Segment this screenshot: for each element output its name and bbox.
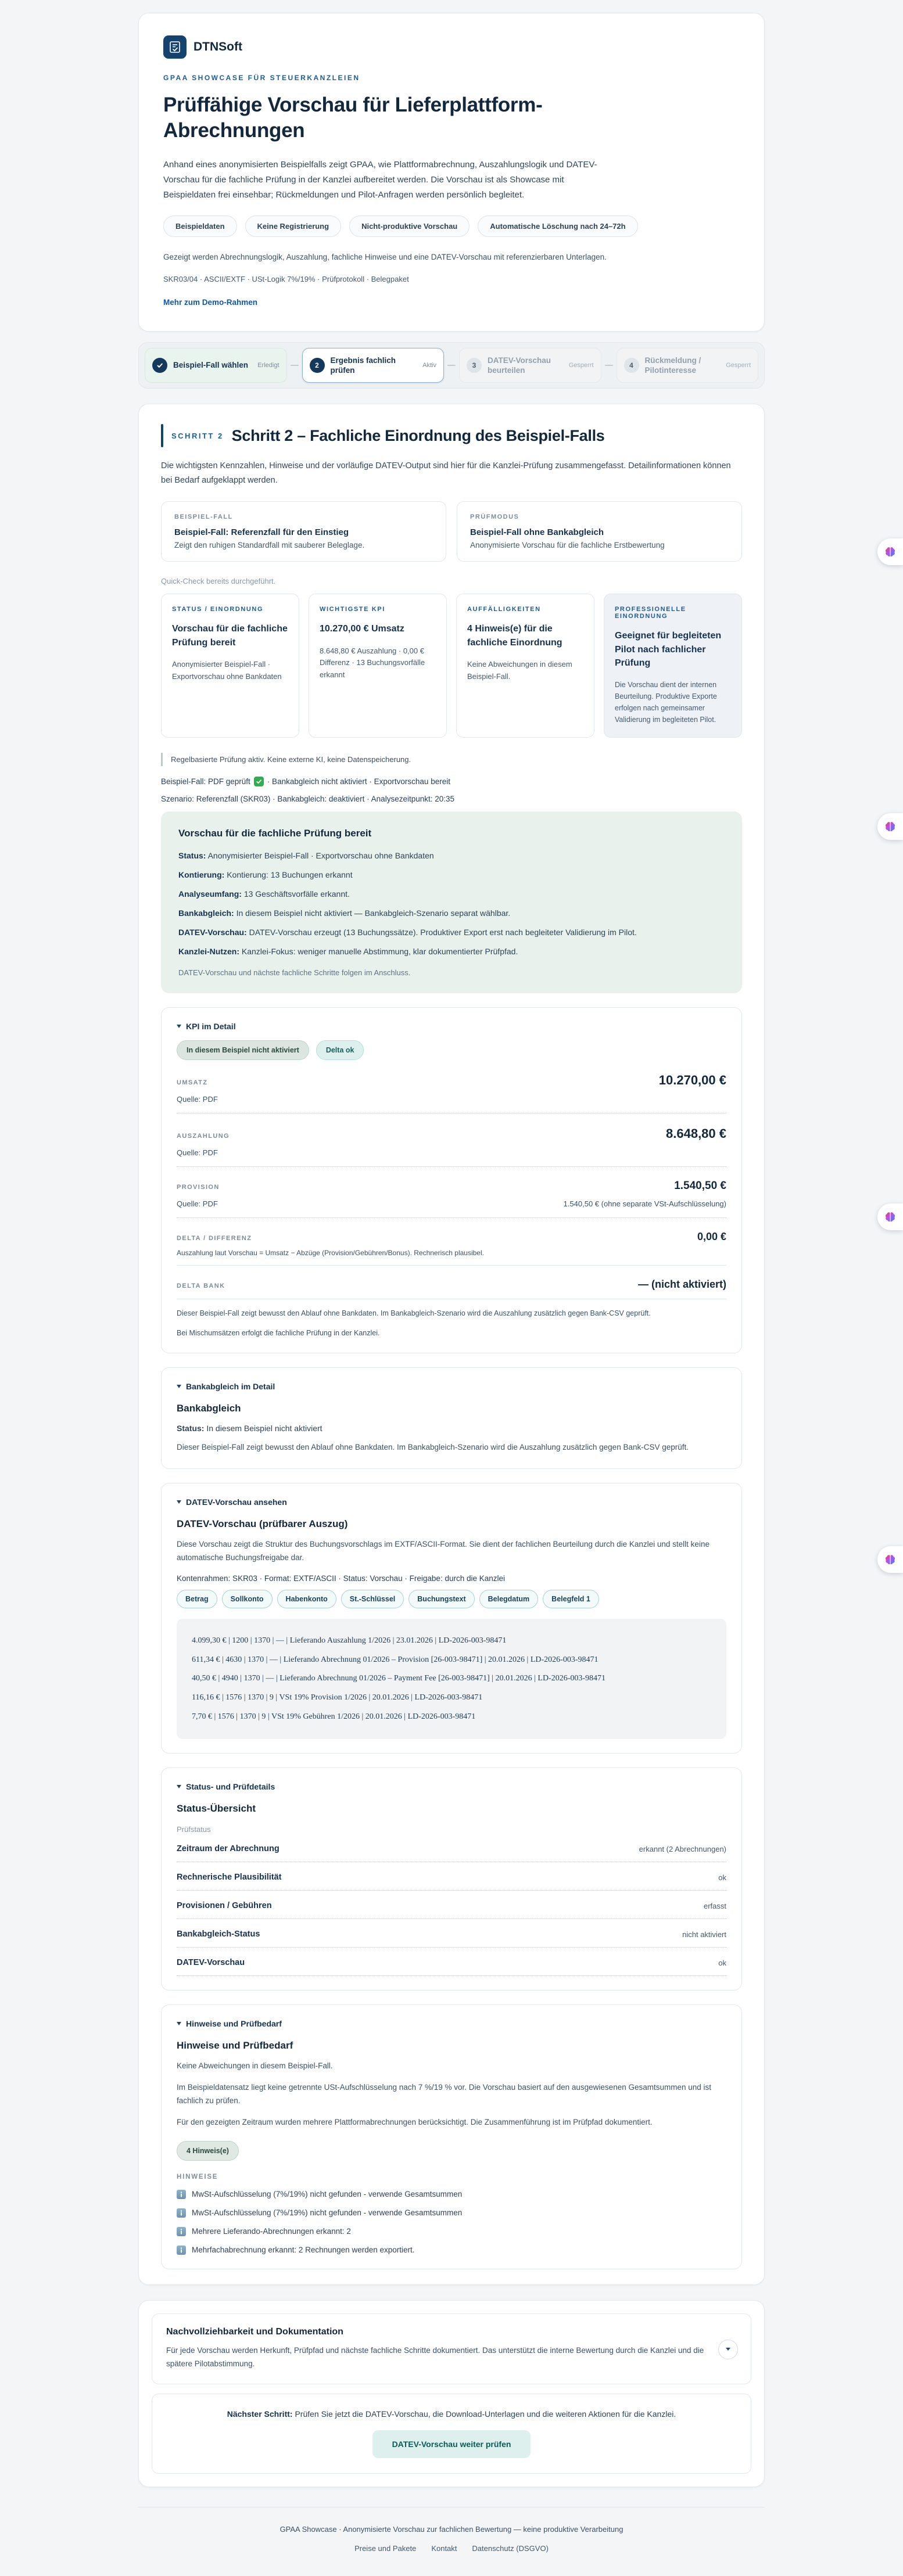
step-connector (605, 365, 613, 366)
booking-row: 116,16 € | 1576 | 1370 | 9 | VSt 19% Provision 1/2026 | 20.01.2026 | LD-2026-003-98471 (192, 1693, 483, 1702)
status-details-toggle[interactable] (177, 1782, 726, 1791)
quick-card-grid (161, 594, 742, 738)
hero-note: Gezeigt werden Abrechnungslogik, Auszahlung, fachliche Hinweise und eine DATEV-Vorschau mit referenzierbaren Unterlagen. (163, 253, 607, 262)
chevron-down-icon (177, 1785, 181, 1788)
hints-title: Hinweise und Prüfbedarf (177, 2040, 293, 2052)
kpi-chip-row (177, 1040, 726, 1060)
step-3-label: DATEV-Vorschau beurteilen (488, 355, 551, 375)
datev-chip-habenkonto: Habenkonto (277, 1590, 336, 1608)
hint-item-text: Mehrfachabrechnung erkannt: 2 Rechnungen werden exportiert. (192, 2246, 415, 2255)
hero-intro: Anhand eines anonymisierten Beispielfalls zeigt GPAA, wie Plattformabrechnung, Auszahlungslogik und DATEV-Vorschau für die fachliche Prüfung in der Kanzlei aufbereitet werden. Die Vorschau ist als Showcase mit Beispieldaten frei einsehbar; Rückmeldungen und Pilot-Anfragen werden persönlich begleitet. (163, 159, 597, 200)
step2-main-card (138, 404, 765, 2285)
quick-card-einordnung (604, 594, 742, 738)
brand-name: DTNSoft (193, 40, 242, 53)
bank-status-text: In diesem Beispiel nicht aktiviert (204, 1424, 322, 1433)
step-3-datev-beurteilen (459, 348, 601, 383)
summary-row-status (178, 850, 725, 862)
kpi-source-row (177, 1095, 726, 1113)
step2-title: Schritt 2 – Fachliche Einordnung des Beispiel-Falls (231, 426, 605, 444)
kpi-label: DELTA / DIFFERENZ (177, 1235, 252, 1242)
status-line-1-suffix: · Bankabgleich nicht aktiviert · Exportvorschau bereit (267, 777, 450, 786)
status-subtitle: Prüfstatus (177, 1825, 211, 1834)
assistant-brain-button[interactable] (877, 1546, 903, 1573)
stepper (138, 342, 765, 389)
quick-card-label: PROFESSIONELLE EINORDNUNG (615, 606, 686, 620)
summary-title: Vorschau für die fachliche Prüfung bereit (178, 828, 372, 839)
quick-card-text: Anonymisierter Beispiel-Fall · Exportvorschau ohne Bankdaten (172, 659, 282, 681)
booking-row: 4.099,30 € | 1200 | 1370 | — | Lieferando Auszahlung 1/2026 | 23.01.2026 | LD-2026-003-98471 (192, 1636, 507, 1645)
traceability-card (152, 2313, 751, 2384)
assistant-brain-button[interactable] (877, 1203, 903, 1230)
datev-chip-betrag: Betrag (177, 1590, 217, 1608)
kpi-source-row (177, 1148, 726, 1167)
status-key: Rechnerische Plausibilität (177, 1873, 282, 1882)
hint-item-text: Mehrere Lieferando-Abrechnungen erkannt: 2 (192, 2227, 351, 2236)
summary-row-label: Kontierung: (178, 870, 225, 880)
quick-card-kpi (309, 594, 447, 738)
summary-row-analyseumfang (178, 888, 725, 900)
summary-row-label: Bankabgleich: (178, 908, 234, 918)
hero-card (138, 13, 765, 332)
status-value: ok (718, 1958, 726, 1967)
kpi-row-provision (177, 1180, 726, 1192)
footer-link-preise[interactable]: Preise und Pakete (354, 2543, 417, 2553)
page-title: Prüffähige Vorschau für Lieferplattform-Abrechnungen (163, 94, 543, 142)
kpi-detail-toggle[interactable] (177, 1022, 726, 1031)
bottom-section (138, 2300, 765, 2487)
kpi-label: PROVISION (177, 1184, 220, 1191)
datev-preview-toggle[interactable] (177, 1497, 726, 1507)
chevron-down-icon (177, 2022, 181, 2025)
assistant-brain-button[interactable] (877, 813, 903, 840)
chevron-down-icon (726, 2348, 730, 2351)
next-step-label: Nächster Schritt: (227, 2409, 293, 2419)
step2-kicker: SCHRITT 2 (171, 431, 224, 440)
traceability-title: Nachvollziehbarkeit und Dokumentation (166, 2326, 343, 2337)
datev-preview-card (161, 1483, 742, 1754)
step-1-state: Erledigt (257, 362, 280, 369)
kpi-source: Quelle: PDF (177, 1199, 218, 1209)
kpi-value: 10.270,00 € (658, 1073, 726, 1088)
quick-card-label: STATUS / EINORDNUNG (172, 606, 264, 613)
status-key: DATEV-Vorschau (177, 1958, 245, 1968)
hints-paragraph-1: Im Beispieldatensatz liegt keine getrennte USt-Aufschlüsselung nach 7 %/19 % vor. Die Vorschau basiert auf den ausgewiesenen Gesamtsummen und ist fachlich zu prüfen. (177, 2083, 712, 2106)
quick-card-status (161, 594, 299, 738)
status-title: Status-Übersicht (177, 1803, 256, 1815)
kpi-delta-bank-note-2: Bei Mischumsätzen erfolgt die fachliche Prüfung in der Kanzlei. (177, 1329, 380, 1338)
step-2-number: 2 (310, 358, 325, 373)
hints-paragraph-2: Für den gezeigten Zeitraum wurden mehrere Plattformabrechnungen berücksichtigt. Die Zusammenführung ist im Prüfpfad dokumentiert. (177, 2118, 653, 2127)
page-footer (138, 2507, 765, 2576)
bank-title: Bankabgleich (177, 1403, 241, 1414)
status-line-2 (161, 795, 742, 803)
status-value: ok (718, 1873, 726, 1882)
footer-links (138, 2544, 765, 2553)
status-line-1 (161, 777, 742, 786)
kpi-value: — (nicht aktiviert) (637, 1278, 726, 1291)
badge-beispieldaten: Beispieldaten (163, 215, 237, 237)
summary-row-bankabgleich (178, 907, 725, 919)
bank-status-line (177, 1424, 726, 1433)
summary-row-label: DATEV-Vorschau: (178, 928, 247, 937)
status-row-datev (177, 1958, 726, 1976)
summary-row-label: Kanzlei-Nutzen: (178, 947, 239, 957)
kpi-source: Quelle: PDF (177, 1148, 218, 1158)
info-card-text: Anonymisierte Vorschau für die fachliche Erstbewertung (470, 541, 665, 550)
datev-chip-st-schluessel: St.-Schlüssel (341, 1590, 404, 1608)
quick-card-title: Geeignet für begleiteten Pilot nach fachlicher Prüfung (615, 631, 722, 668)
info-icon (177, 2246, 186, 2255)
demo-rahmen-link[interactable]: Mehr zum Demo-Rahmen (163, 298, 258, 307)
step2-intro: Die wichtigsten Kennzahlen, Hinweise und der vorläufige DATEV-Output sind hier für die Kanzlei-Prüfung zusammengefasst. Detailinformationen können bei Bedarf aufgeklappt werden. (161, 461, 731, 485)
summary-row-text: Anonymisierter Beispiel-Fall · Exportvorschau ohne Bankdaten (207, 851, 434, 861)
datev-column-chips (177, 1590, 726, 1608)
hint-item (177, 2246, 726, 2255)
datev-chip-belegfeld1: Belegfeld 1 (543, 1590, 599, 1608)
info-card-pruefmodus (457, 501, 742, 562)
info-icon (177, 2208, 186, 2218)
green-check-icon (254, 777, 264, 786)
status-row-plausibilitaet (177, 1873, 726, 1891)
datev-title: DATEV-Vorschau (prüfbarer Auszug) (177, 1518, 348, 1529)
hints-list-label: HINWEISE (177, 2173, 218, 2180)
hint-item-text: MwSt-Aufschlüsselung (7%/19%) nicht gefunden - verwende Gesamtsummen (192, 2190, 463, 2199)
booking-row: 7,70 € | 1576 | 1370 | 9 | VSt 19% Gebühren 1/2026 | 20.01.2026 | LD-2026-003-98471 (192, 1712, 476, 1721)
quick-card-text: Keine Abweichungen in diesem Beispiel-Fall. (467, 659, 572, 681)
footer-disclaimer: GPAA Showcase · Anonymisierte Vorschau zur fachlichen Bewertung — keine produktive Verarbeitung (280, 2524, 624, 2534)
kpi-label: DELTA BANK (177, 1282, 225, 1290)
badge-loeschung: Automatische Löschung nach 24–72h (478, 215, 637, 237)
info-card-grid (161, 501, 742, 562)
hints-line1: Keine Abweichungen in diesem Beispiel-Fall. (177, 2061, 333, 2071)
quick-card-title: Vorschau für die fachliche Prüfung bereit (172, 624, 288, 648)
step-1-check-icon (152, 358, 167, 373)
booking-row: 611,34 € | 4630 | 1370 | — | Lieferando Abrechnung 01/2026 – Provision [26-003-98471] | 20.01.2026 | LD-2026-003-98471 (192, 1655, 599, 1664)
badge-row (163, 215, 740, 237)
info-card-title: Beispiel-Fall: Referenzfall für den Einstieg (174, 527, 349, 538)
status-details-card (161, 1767, 742, 1991)
step-4-label: Rückmeldung / Pilotinteresse (644, 355, 701, 375)
kpi-chip-delta-ok: Delta ok (316, 1040, 364, 1060)
status-key: Bankabgleich-Status (177, 1930, 260, 1939)
kpi-detail-summary-label: KPI im Detail (186, 1022, 236, 1032)
step-4-number: 4 (624, 358, 639, 373)
kpi-label: AUSZAHLUNG (177, 1133, 230, 1140)
badge-keine-registrierung: Keine Registrierung (245, 215, 342, 237)
kicker-bar (161, 424, 163, 447)
summary-footer: DATEV-Vorschau und nächste fachliche Schritte folgen im Anschluss. (178, 968, 411, 978)
datev-meta: Kontenrahmen: SKR03 · Format: EXTF/ASCII · Status: Vorschau · Freigabe: durch die Kanzlei (177, 1573, 506, 1583)
step-4-state: Gesperrt (726, 362, 751, 369)
kpi-delta-bank-note: Dieser Beispiel-Fall zeigt bewusst den Ablauf ohne Bankdaten. Im Bankabgleich-Szenario wird die Auszahlung zusätzlich gegen Bank-CSV geprüft. (177, 1309, 651, 1318)
next-step-lead (167, 2409, 736, 2419)
step-2-ergebnis-pruefen[interactable] (302, 348, 445, 383)
hints-summary-label: Hinweise und Prüfbedarf (186, 2019, 282, 2029)
hero-meta: SKR03/04 · ASCII/EXTF · USt-Logik 7%/19% · Prüfprotokoll · Belegpaket (163, 275, 409, 284)
step-1-label: Beispiel-Fall wählen (173, 361, 249, 370)
status-key: Zeitraum der Abrechnung (177, 1844, 280, 1854)
traceability-expand-button[interactable] (718, 2340, 738, 2359)
kpi-value: 8.648,80 € (666, 1126, 726, 1141)
badge-nicht-produktiv: Nicht-produktive Vorschau (349, 215, 470, 237)
info-card-text: Zeigt den ruhigen Standardfall mit sauberer Beleglage. (174, 541, 365, 550)
datev-intro: Diese Vorschau zeigt die Struktur des Buchungsvorschlags im EXTF/ASCII-Format. Sie dient der fachlichen Beurteilung durch die Kanzlei und stellt keine automatische Buchungsfreigabe dar. (177, 1539, 709, 1562)
status-value: nicht aktiviert (682, 1930, 726, 1939)
step-connector (447, 365, 456, 366)
summary-row-label: Analyseumfang: (178, 889, 242, 899)
rule-based-note: Regelbasierte Prüfung aktiv. Keine externe KI, keine Datenspeicherung. (161, 753, 742, 766)
assistant-brain-button[interactable] (877, 538, 903, 565)
step-1-beispiel-fall[interactable] (145, 348, 287, 383)
summary-row-text: Kanzlei-Fokus: weniger manuelle Abstimmung, klar dokumentierter Prüfpfad. (241, 947, 518, 957)
quick-card-label: AUFFÄLLIGKEITEN (467, 606, 541, 613)
kpi-provision-detail: 1.540,50 € (ohne separate VSt-Aufschlüsselung) (563, 1199, 726, 1209)
kpi-label: UMSATZ (177, 1079, 208, 1087)
brand-row (163, 35, 740, 59)
datev-chip-buchungstext: Buchungstext (408, 1590, 474, 1608)
footer-link-kontakt[interactable]: Kontakt (431, 2543, 457, 2553)
kpi-chip-nicht-aktiviert: In diesem Beispiel nicht aktiviert (177, 1040, 309, 1060)
step-2-state: Aktiv (422, 362, 436, 369)
bank-text: Dieser Beispiel-Fall zeigt bewusst den Ablauf ohne Bankdaten. Im Bankabgleich-Szenario wird die Auszahlung zusätzlich gegen Bank-CSV geprüft. (177, 1443, 689, 1452)
step-2-label: Ergebnis fachlich prüfen (330, 355, 396, 375)
quick-card-label: WICHTIGSTE KPI (320, 606, 385, 613)
kpi-row-delta (177, 1231, 726, 1243)
quick-check-note: Quick-Check bereits durchgeführt. (161, 577, 276, 586)
app-logo-icon (163, 35, 187, 59)
datev-chip-sollkonto: Sollkonto (222, 1590, 273, 1608)
summary-row-text: DATEV-Vorschau erzeugt (13 Buchungssätze). Produktiver Export erst nach begleiteter Validierung im Pilot. (249, 928, 637, 937)
info-card-label: BEISPIEL-FALL (174, 513, 233, 521)
status-line-2-text: Szenario: Referenzfall (SKR03) · Bankabgleich: deaktiviert · Analysezeitpunkt: 20:35 (161, 795, 455, 804)
kpi-delta-note: Auszahlung laut Vorschau = Umsatz − Abzüge (Provision/Gebühren/Bonus). Rechnerisch plausibel. (177, 1249, 726, 1266)
datev-chip-belegdatum: Belegdatum (479, 1590, 539, 1608)
kpi-detail-card (161, 1007, 742, 1353)
traceability-text: Für jede Vorschau werden Herkunft, Prüfpfad und nächste fachliche Schritte dokumentiert. Das unterstützt die interne Bewertung durch die Kanzlei und die spätere Pilotabstimmung. (166, 2345, 704, 2368)
hint-item-text: MwSt-Aufschlüsselung (7%/19%) nicht gefunden - verwende Gesamtsummen (192, 2208, 463, 2218)
status-value: erkannt (2 Abrechnungen) (639, 1844, 726, 1853)
step-4-rueckmeldung (617, 348, 759, 383)
summary-row-nutzen (178, 946, 725, 958)
datev-booking-preview (177, 1619, 726, 1739)
kpi-row-umsatz (177, 1073, 726, 1088)
step2-heading-row (161, 424, 742, 447)
summary-row-text: Kontierung: 13 Buchungen erkannt (227, 870, 353, 880)
summary-row-text: In diesem Beispiel nicht aktiviert — Bankabgleich-Szenario separat wählbar. (236, 908, 511, 918)
info-card-title: Beispiel-Fall ohne Bankabgleich (470, 527, 604, 538)
booking-row: 40,50 € | 4940 | 1370 | — | Lieferando Abrechnung 01/2026 – Payment Fee [26-003-98471] | 20.01.2026 | LD-2026-003-98471 (192, 1674, 606, 1683)
bank-detail-toggle[interactable] (177, 1382, 726, 1391)
info-icon (177, 2227, 186, 2236)
quick-card-title: 4 Hinweis(e) für die fachliche Einordnung (467, 624, 562, 648)
step-3-number: 3 (467, 358, 482, 373)
kpi-value: 0,00 € (697, 1231, 726, 1243)
info-card-label: PRÜFMODUS (470, 513, 519, 521)
hint-item (177, 2208, 726, 2218)
status-row-bankabgleich (177, 1930, 726, 1948)
hint-item (177, 2190, 726, 2199)
eyebrow-label: GPAA SHOWCASE FÜR STEUERKANZLEIEN (163, 74, 360, 82)
quick-card-text: 8.648,80 € Auszahlung · 0,00 € Differenz · 13 Buchungsvorfälle erkannt (320, 646, 425, 680)
chevron-down-icon (177, 1025, 181, 1028)
status-key: Provisionen / Gebühren (177, 1901, 272, 1911)
kpi-source-row (177, 1199, 726, 1218)
step-3-state: Gesperrt (568, 362, 594, 369)
info-icon (177, 2190, 186, 2199)
kpi-source: Quelle: PDF (177, 1095, 218, 1104)
status-line-1-prefix: Beispiel-Fall: PDF geprüft (161, 777, 250, 786)
bank-detail-summary-label: Bankabgleich im Detail (186, 1382, 275, 1392)
summary-row-label: Status: (178, 851, 206, 861)
hints-count-badge: 4 Hinweis(e) (177, 2141, 239, 2161)
summary-green-box (161, 811, 742, 993)
hint-item (177, 2227, 726, 2236)
hints-toggle[interactable] (177, 2019, 726, 2028)
chevron-down-icon (177, 1500, 181, 1504)
info-card-beispiel-fall (161, 501, 446, 562)
datev-weiter-pruefen-button[interactable]: DATEV-Vorschau weiter prüfen (372, 2430, 531, 2458)
status-row-zeitraum (177, 1844, 726, 1862)
summary-row-datev (178, 926, 725, 939)
kpi-row-delta-bank (177, 1278, 726, 1291)
status-row-provisionen (177, 1901, 726, 1919)
quick-card-auffaelligkeiten (456, 594, 594, 738)
summary-row-text: 13 Geschäftsvorfälle erkannt. (243, 889, 350, 899)
quick-card-title: 10.270,00 € Umsatz (320, 624, 404, 634)
bank-detail-card (161, 1367, 742, 1469)
next-step-card (152, 2394, 751, 2474)
kpi-row-auszahlung (177, 1126, 726, 1141)
datev-summary-label: DATEV-Vorschau ansehen (186, 1497, 287, 1507)
kpi-value: 1.540,50 € (674, 1180, 726, 1192)
hints-card (161, 2004, 742, 2269)
next-step-text: Prüfen Sie jetzt die DATEV-Vorschau, die Download-Unterlagen und die weiteren Aktionen für die Kanzlei. (292, 2409, 676, 2419)
summary-row-kontierung (178, 869, 725, 881)
page-container (138, 0, 765, 2576)
footer-link-datenschutz[interactable]: Datenschutz (DSGVO) (472, 2543, 549, 2553)
status-value: erfasst (703, 1901, 726, 1910)
step-connector (291, 365, 299, 366)
status-summary-label: Status- und Prüfdetails (186, 1782, 275, 1792)
bank-status-label: Status: (177, 1424, 205, 1433)
chevron-down-icon (177, 1385, 181, 1388)
quick-card-text: Die Vorschau dient der internen Beurteilung. Produktive Exporte erfolgen nach gemeinsamer Validierung im begleiteten Pilot. (615, 681, 717, 724)
